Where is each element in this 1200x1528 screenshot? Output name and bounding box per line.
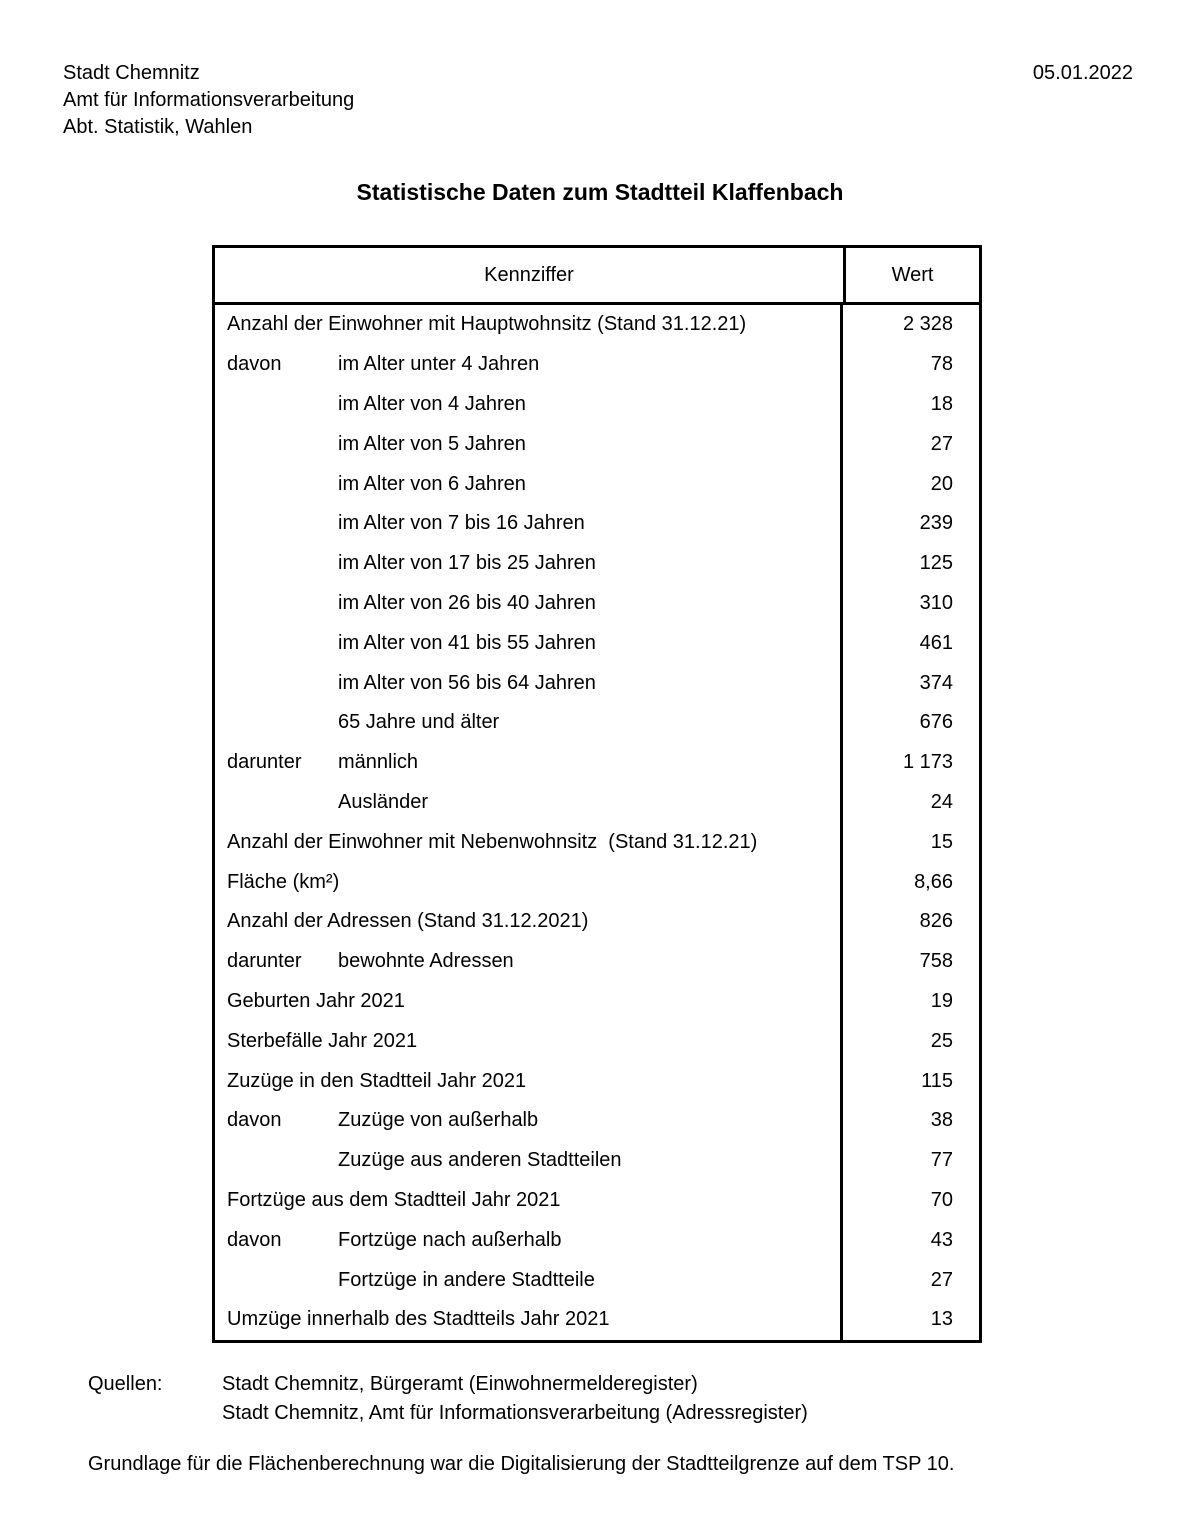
row-label-cell [215, 902, 843, 942]
row-label-cell [215, 663, 843, 703]
row-value: 77 [930, 1149, 953, 1172]
row-label: im Alter von 26 bis 40 Jahren [338, 591, 596, 614]
row-label-cell [215, 584, 843, 624]
row-label-cell [215, 1021, 843, 1061]
row-label: Anzahl der Einwohner mit Nebenwohnsitz (Stand 31.12.21) [227, 830, 758, 853]
row-prefix: darunter [227, 751, 302, 774]
table-row [215, 544, 979, 584]
row-prefix: davon [227, 1109, 282, 1132]
row-label-cell [215, 1141, 843, 1181]
row-value: 38 [930, 1109, 953, 1132]
table-row [215, 1260, 979, 1300]
row-label: Anzahl der Einwohner mit Hauptwohnsitz (Stand 31.12.21) [227, 313, 747, 336]
page-title: Statistische Daten zum Stadtteil Klaffenbach [356, 179, 844, 205]
sender-line: Stadt Chemnitz [63, 62, 200, 84]
row-value: 461 [919, 631, 953, 654]
row-label: Fortzüge in andere Stadtteile [338, 1268, 595, 1291]
sources-label: Quellen: [88, 1373, 163, 1395]
row-value: 758 [919, 950, 953, 973]
row-label: Geburten Jahr 2021 [227, 989, 405, 1012]
table-row [215, 982, 979, 1022]
row-value: 310 [919, 591, 953, 614]
row-label: bewohnte Adressen [338, 950, 514, 973]
letterhead [63, 60, 1133, 141]
row-label: Sterbefälle Jahr 2021 [227, 1029, 418, 1052]
table-row [215, 385, 979, 425]
row-label-cell [215, 1101, 843, 1141]
row-label-cell [215, 1181, 843, 1221]
row-value: 27 [930, 432, 953, 455]
row-value: 15 [930, 830, 953, 853]
row-value: 115 [921, 1069, 953, 1092]
row-value: 125 [919, 552, 953, 575]
row-prefix: darunter [227, 950, 302, 973]
row-label: Fortzüge aus dem Stadtteil Jahr 2021 [227, 1188, 561, 1211]
row-label-cell [215, 703, 843, 743]
row-value: 826 [919, 910, 953, 933]
table-row [215, 1021, 979, 1061]
sender-block [63, 60, 354, 141]
row-label: im Alter von 56 bis 64 Jahren [338, 671, 596, 694]
table-header-row [215, 248, 979, 305]
source-line: Stadt Chemnitz, Amt für Informationsverarbeitung (Adressregister) [222, 1402, 808, 1424]
row-label: im Alter von 41 bis 55 Jahren [338, 631, 596, 654]
row-label: im Alter unter 4 Jahren [338, 353, 540, 376]
sender-line: Abt. Statistik, Wahlen [63, 116, 253, 138]
sources-block [88, 1370, 808, 1428]
row-value: 8,66 [914, 870, 953, 893]
row-label: im Alter von 4 Jahren [338, 392, 526, 415]
row-label-cell [215, 464, 843, 504]
row-value: 25 [930, 1029, 953, 1052]
row-value: 676 [919, 711, 953, 734]
row-label-cell [215, 1300, 843, 1340]
table-row [215, 1101, 979, 1141]
table-row [215, 504, 979, 544]
row-label-cell [215, 822, 843, 862]
table-row [215, 783, 979, 823]
row-value: 18 [930, 392, 953, 415]
row-label-cell [215, 783, 843, 823]
row-value: 239 [919, 512, 953, 535]
row-label: Anzahl der Adressen (Stand 31.12.2021) [227, 910, 589, 933]
row-label: im Alter von 17 bis 25 Jahren [338, 552, 596, 575]
row-label: Zuzüge von außerhalb [338, 1109, 539, 1132]
row-label-cell [215, 544, 843, 584]
row-label: Fortzüge nach außerhalb [338, 1228, 562, 1251]
row-label-cell [215, 942, 843, 982]
row-label: Umzüge innerhalb des Stadtteils Jahr 2021 [227, 1308, 610, 1331]
sender-line: Amt für Informationsverarbeitung [63, 89, 355, 111]
row-value: 78 [930, 353, 953, 376]
table-row [215, 1300, 979, 1340]
row-value: 43 [930, 1228, 953, 1251]
row-label-cell [215, 424, 843, 464]
row-label-cell [215, 1220, 843, 1260]
footnote-text: Grundlage für die Flächenberechnung war die Digitalisierung der Stadtteilgrenze auf dem TSP 10. [88, 1453, 955, 1475]
row-label-cell [215, 305, 843, 345]
source-line: Stadt Chemnitz, Bürgeramt (Einwohnermelderegister) [222, 1373, 698, 1395]
row-value: 24 [930, 790, 953, 813]
table-row [215, 663, 979, 703]
table-row [215, 1061, 979, 1101]
table-row [215, 703, 979, 743]
row-value: 13 [930, 1308, 953, 1331]
row-prefix: davon [227, 353, 282, 376]
row-label: Zuzüge in den Stadtteil Jahr 2021 [227, 1069, 527, 1092]
row-value: 20 [930, 472, 953, 495]
statistics-table [212, 245, 982, 1343]
row-label: im Alter von 6 Jahren [338, 472, 526, 495]
row-value: 19 [930, 989, 953, 1012]
row-label: Ausländer [338, 790, 429, 813]
table-row [215, 942, 979, 982]
column-header-kennziffer: Kennziffer [215, 248, 846, 302]
row-value: 2 328 [902, 313, 953, 336]
table-row [215, 862, 979, 902]
row-value: 70 [930, 1188, 953, 1211]
table-row [215, 902, 979, 942]
table-row [215, 623, 979, 663]
row-value: 27 [930, 1268, 953, 1291]
row-label: männlich [338, 751, 419, 774]
sources-lines [222, 1370, 808, 1428]
row-label: Zuzüge aus anderen Stadtteilen [338, 1149, 622, 1172]
row-label-cell [215, 345, 843, 385]
document-date: 05.01.2022 [1032, 62, 1133, 84]
table-row [215, 305, 979, 345]
table-row [215, 584, 979, 624]
table-row [215, 1220, 979, 1260]
row-label-cell [215, 504, 843, 544]
table-row [215, 822, 979, 862]
row-label-cell [215, 862, 843, 902]
row-value: 374 [919, 671, 953, 694]
row-label: Fläche (km²) [227, 870, 340, 893]
row-label: im Alter von 5 Jahren [338, 432, 526, 455]
table-row [215, 345, 979, 385]
table-row [215, 743, 979, 783]
row-label-cell [215, 1061, 843, 1101]
table-body [215, 305, 979, 1340]
row-label-cell [215, 1260, 843, 1300]
row-label-cell [215, 623, 843, 663]
table-row [215, 1181, 979, 1221]
column-header-wert: Wert [891, 263, 934, 286]
row-label-cell [215, 385, 843, 425]
table-row [215, 424, 979, 464]
row-label: im Alter von 7 bis 16 Jahren [338, 512, 585, 535]
table-row [215, 1141, 979, 1181]
row-label-cell [215, 743, 843, 783]
row-label: 65 Jahre und älter [338, 711, 500, 734]
table-row [215, 464, 979, 504]
row-value: 1 173 [902, 751, 953, 774]
row-prefix: davon [227, 1228, 282, 1251]
row-label-cell [215, 982, 843, 1022]
